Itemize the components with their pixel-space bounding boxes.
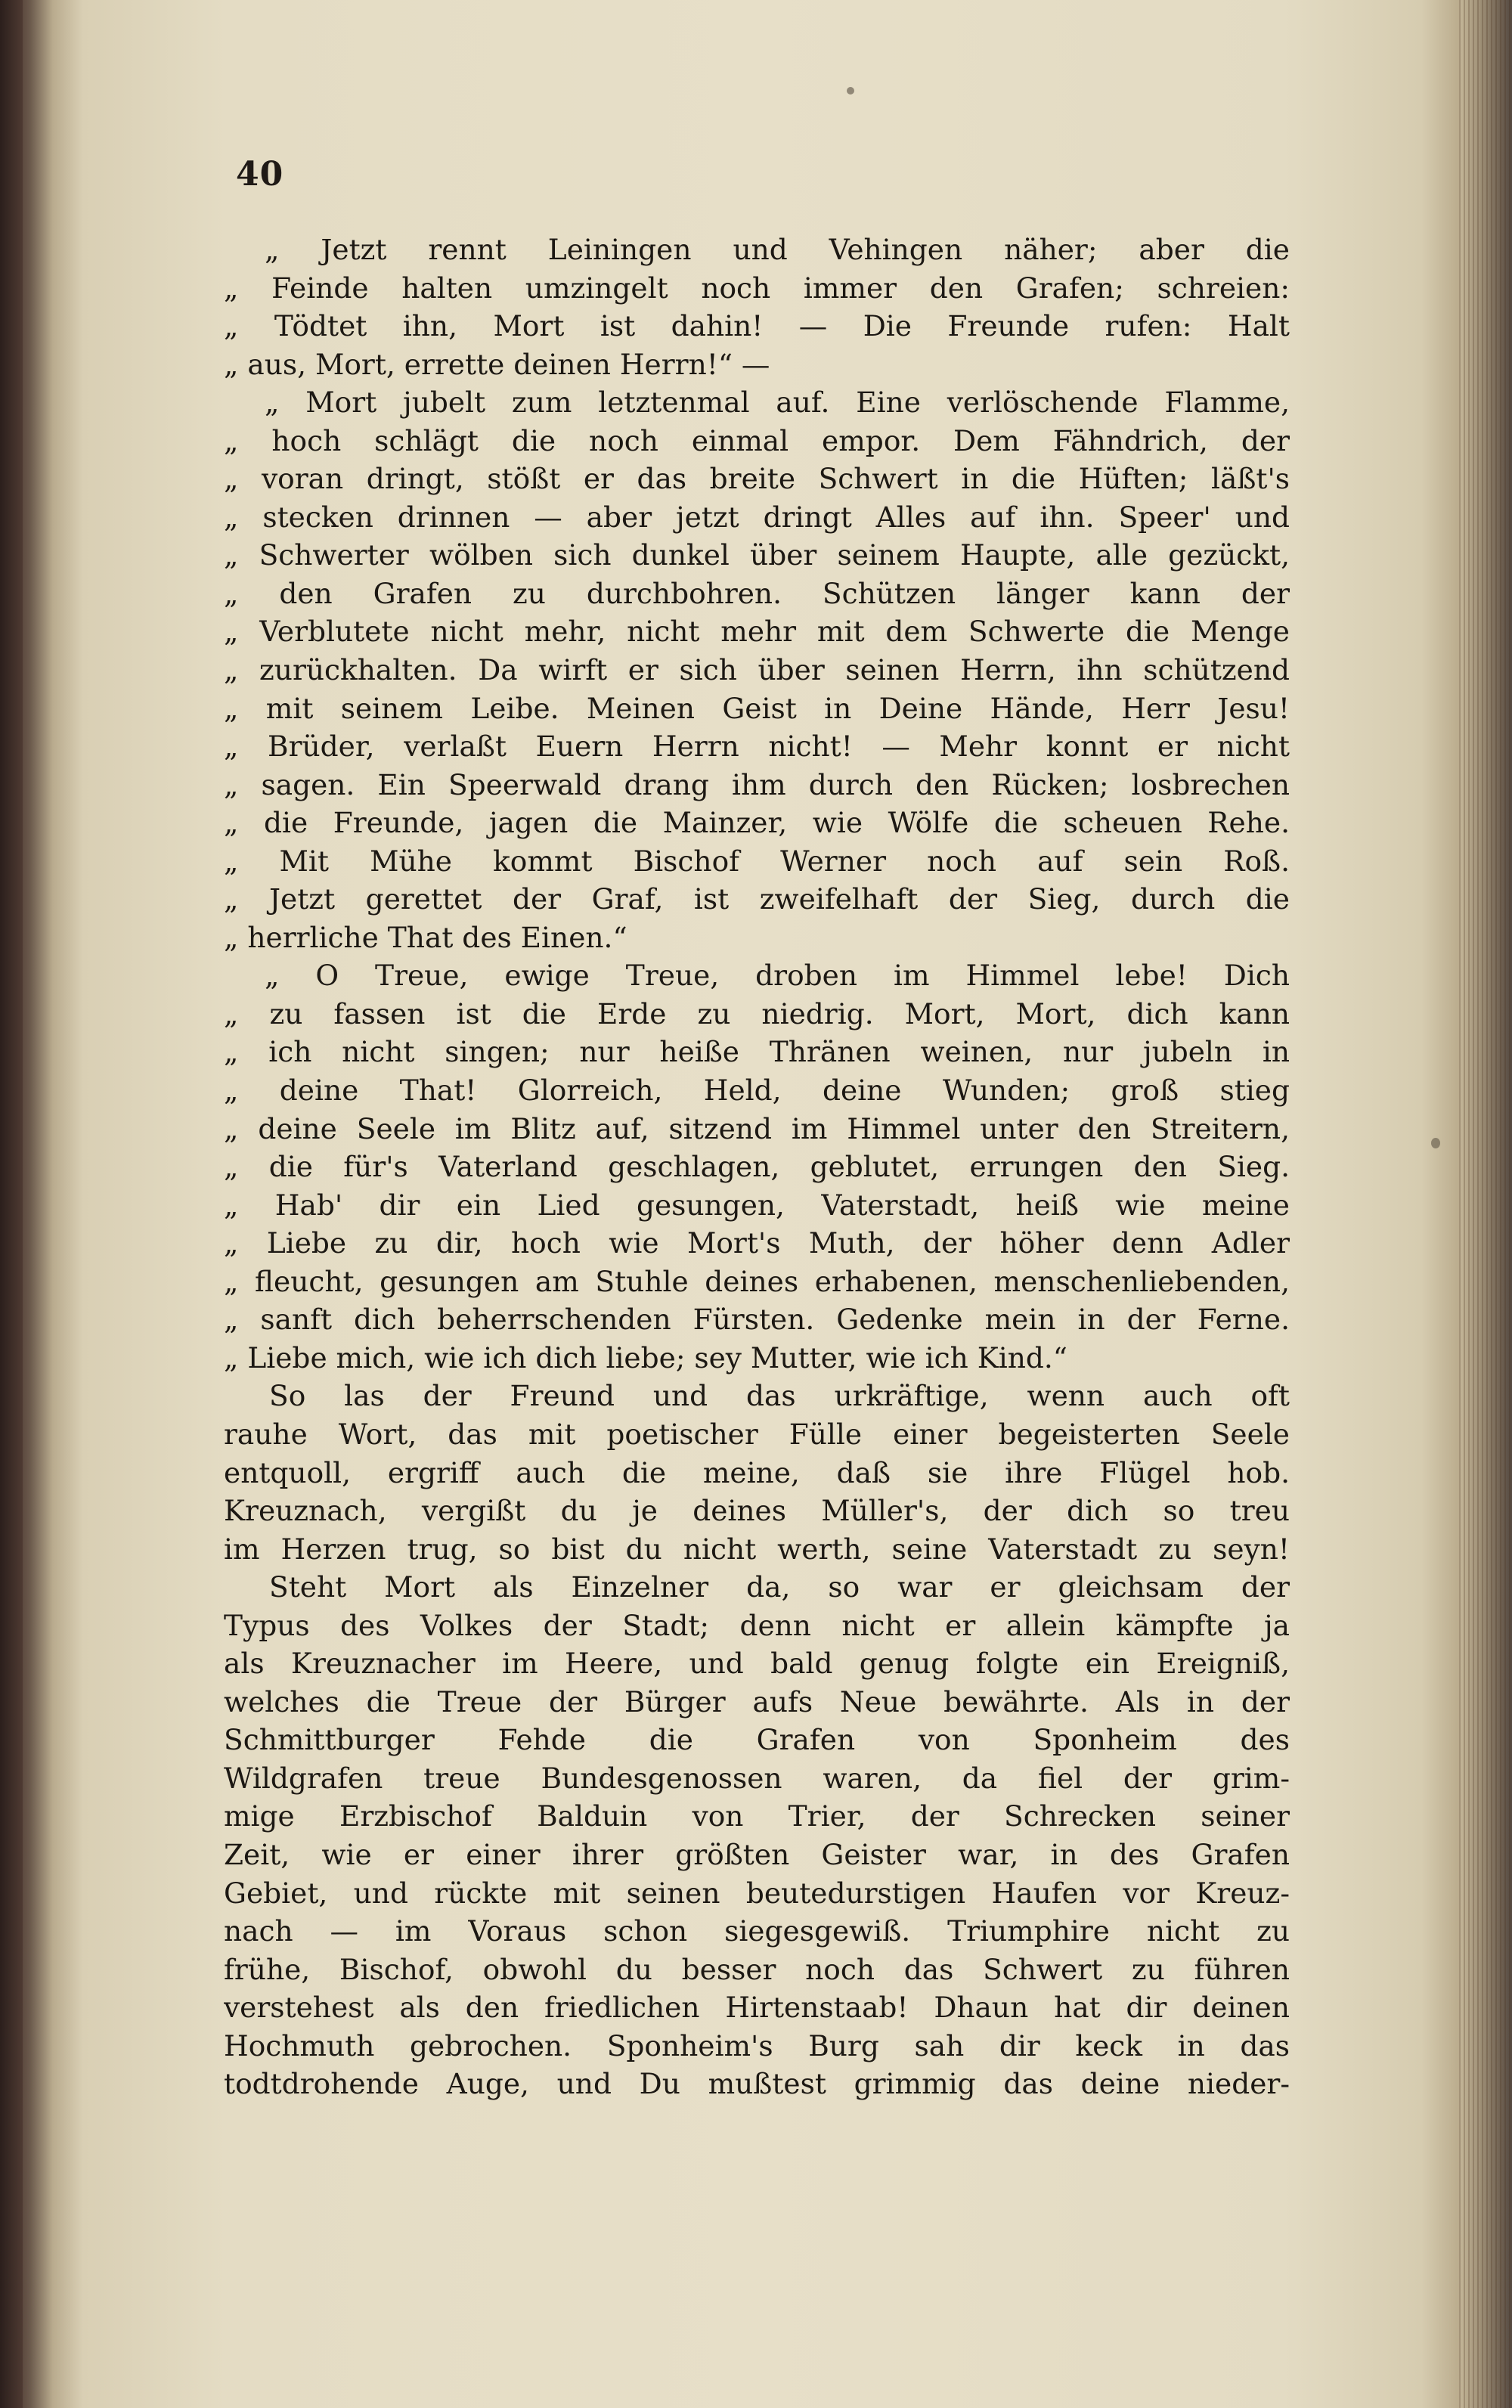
page-number: 40	[236, 155, 284, 194]
text-line: frühe, Bischof, obwohl du besser noch das Schwert zu führen	[224, 1952, 1290, 1986]
text-line: „ Jetzt gerettet der Graf, ist zweifelhaft der Sieg, durch die	[224, 882, 1290, 916]
text-line: welches die Treue der Bürger aufs Neue bewährte. Als in der	[224, 1684, 1290, 1718]
text-line: So las der Freund und das urkräftige, wenn auch oft	[269, 1379, 1290, 1413]
text-line: „ Liebe mich, wie ich dich liebe; sey Mutter, wie ich Kind.“	[224, 1340, 1067, 1374]
text-line: „ voran dringt, stößt er das breite Schwert in die Hüften; läßt's	[224, 462, 1290, 496]
book-spine-edge	[0, 0, 23, 2408]
text-line: „ Brüder, verlaßt Euern Herrn nicht! — Mehr konnt er nicht	[224, 730, 1290, 764]
text-line: „ deine Seele im Blitz auf, sitzend im Himmel unter den Streitern,	[224, 1111, 1290, 1145]
text-line: mige Erzbischof Balduin von Trier, der Schrecken seiner	[224, 1799, 1290, 1833]
text-line: als Kreuznacher im Heere, und bald genug folgte ein Ereigniß,	[224, 1647, 1290, 1681]
text-line: Hochmuth gebrochen. Sponheim's Burg sah dir keck in das	[224, 2028, 1290, 2062]
text-line: „ Jetzt rennt Leiningen und Vehingen näher; aber die	[265, 233, 1290, 266]
text-line: „ aus, Mort, errette deinen Herrn!“ —	[224, 347, 770, 381]
text-line: „ hoch schlägt die noch einmal empor. Dem Fähndrich, der	[224, 423, 1290, 457]
text-line: „ Schwerter wölben sich dunkel über seinem Haupte, alle gezückt,	[224, 538, 1290, 572]
text-line: „ sanft dich beherrschenden Fürsten. Gedenke mein in der Ferne.	[224, 1303, 1290, 1337]
text-line: Schmittburger Fehde die Grafen von Sponheim des	[224, 1723, 1290, 1757]
text-line: Zeit, wie er einer ihrer größten Geister war, in des Grafen	[224, 1837, 1290, 1871]
text-line: „ zurückhalten. Da wirft er sich über seinen Herrn, ihn schützend	[224, 653, 1290, 687]
text-line: Gebiet, und rückte mit seinen beutedurstigen Haufen vor Kreuz-	[224, 1876, 1290, 1910]
text-line: Wildgrafen treue Bundesgenossen waren, da fiel der grim-	[224, 1761, 1290, 1795]
text-line: entquoll, ergriff auch die meine, daß sie ihre Flügel hob.	[224, 1455, 1290, 1489]
text-line: Kreuznach, vergißt du je deines Müller's, der dich so treu	[224, 1494, 1290, 1528]
text-line: im Herzen trug, so bist du nicht werth, seine Vaterstadt zu seyn!	[224, 1532, 1290, 1566]
text-line: Typus des Volkes der Stadt; denn nicht er allein kämpfte ja	[224, 1608, 1290, 1642]
page-stack-edge	[1459, 0, 1512, 2408]
text-line: „ Tödtet ihn, Mort ist dahin! — Die Freunde rufen: Halt	[224, 309, 1290, 343]
body-text	[224, 231, 1290, 2103]
text-line: nach — im Voraus schon siegesgewiß. Triumphire nicht zu	[224, 1914, 1290, 1948]
text-line: „ Hab' dir ein Lied gesungen, Vaterstadt, heiß wie meine	[224, 1188, 1290, 1222]
text-line: „ stecken drinnen — aber jetzt dringt Alles auf ihn. Speer' und	[224, 500, 1290, 534]
text-line: „ mit seinem Leibe. Meinen Geist in Deine Hände, Herr Jesu!	[224, 691, 1290, 725]
text-line: „ Feinde halten umzingelt noch immer den Grafen; schreien:	[224, 271, 1290, 305]
text-line: „ herrliche That des Einen.“	[224, 920, 627, 954]
text-line: „ sagen. Ein Speerwald drang ihm durch den Rücken; losbrechen	[224, 767, 1290, 801]
text-line: „ fleucht, gesungen am Stuhle deines erhabenen, menschenliebenden,	[224, 1264, 1290, 1298]
text-line: „ O Treue, ewige Treue, droben im Himmel lebe! Dich	[265, 959, 1290, 993]
text-line: „ deine That! Glorreich, Held, deine Wunden; groß stieg	[224, 1074, 1290, 1108]
text-line: Steht Mort als Einzelner da, so war er gleichsam der	[269, 1570, 1290, 1604]
text-line: „ zu fassen ist die Erde zu niedrig. Mort, Mort, dich kann	[224, 996, 1290, 1030]
text-line: todtdrohende Auge, und Du mußtest grimmig das deine nieder-	[224, 2067, 1290, 2101]
text-line: „ Mort jubelt zum letztenmal auf. Eine verlöschende Flamme,	[265, 386, 1290, 420]
text-line: „ die Freunde, jagen die Mainzer, wie Wölfe die scheuen Rehe.	[224, 806, 1290, 840]
text-line: „ die für's Vaterland geschlagen, geblutet, errungen den Sieg.	[224, 1150, 1290, 1184]
text-line: verstehest als den friedlichen Hirtenstaab! Dhaun hat dir deinen	[224, 1991, 1290, 2025]
ink-spot	[847, 87, 854, 95]
text-line: „ Liebe zu dir, hoch wie Mort's Muth, der höher denn Adler	[224, 1226, 1290, 1260]
text-line: „ den Grafen zu durchbohren. Schützen länger kann der	[224, 576, 1290, 610]
text-line: „ Verblutete nicht mehr, nicht mehr mit dem Schwerte die Menge	[224, 615, 1290, 649]
text-line: rauhe Wort, das mit poetischer Fülle einer begeisterten Seele	[224, 1417, 1290, 1451]
text-line: „ Mit Mühe kommt Bischof Werner noch auf sein Roß.	[224, 844, 1290, 878]
ink-spot	[1431, 1138, 1440, 1148]
text-line: „ ich nicht singen; nur heiße Thränen weinen, nur jubeln in	[224, 1035, 1290, 1069]
